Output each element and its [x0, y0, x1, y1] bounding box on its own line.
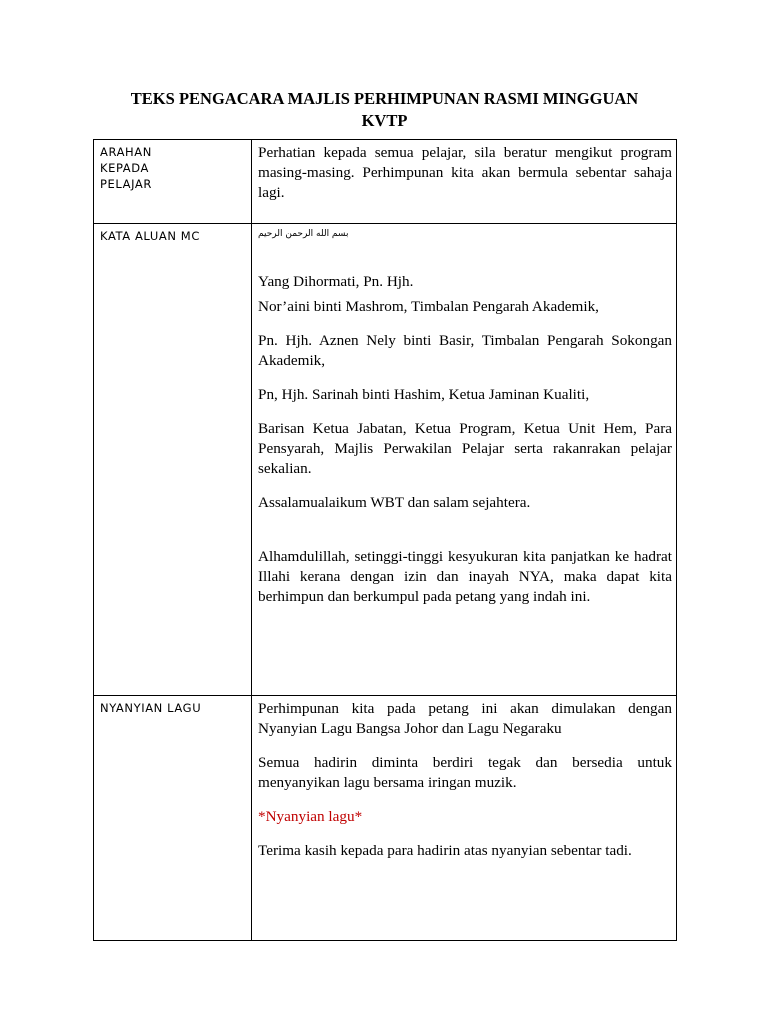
mc-script-table	[93, 139, 677, 941]
anthem-intro-paragraph: Perhimpunan kita pada petang ini akan dimulakan dengan Nyanyian Lagu Bangsa Johor dan Lagu Negaraku	[258, 700, 672, 737]
row-content-nyanyian-lagu	[252, 696, 677, 941]
row-label-text: NYANYIAN LAGU	[100, 701, 202, 715]
document-title-line-2: KVTP	[361, 111, 408, 130]
document-title-line-1: TEKS PENGACARA MAJLIS PERHIMPUNAN RASMI MINGGUAN	[130, 89, 639, 108]
greeting-paragraph-3: Pn. Hjh. Aznen Nely binti Basir, Timbalan Pengarah Sokongan Akademik,	[258, 332, 672, 369]
greeting-paragraph-5: Barisan Ketua Jabatan, Ketua Program, Ketua Unit Hem, Para Pensyarah, Majlis Perwakilan Pelajar serta rakanrakan pelajar sekalian.	[258, 420, 672, 477]
salutation-paragraph: Assalamualaikum WBT dan salam sejahtera.	[258, 494, 531, 511]
table-row-nyanyian-lagu	[94, 696, 677, 941]
table-row-kata-aluan	[94, 224, 677, 696]
row-content-kata-aluan	[252, 224, 677, 696]
row-label-text: ARAHAN KEPADA PELAJAR	[100, 145, 152, 191]
gratitude-paragraph: Alhamdulillah, setinggi-tinggi kesyukuran kita panjatkan ke hadrat Illahi kerana dengan izin dan inayah NYA, maka dapat kita berhimpun dan berkumpul pada petang yang indah ini.	[258, 548, 672, 605]
row-label-text: KATA ALUAN MC	[100, 229, 200, 243]
table-row-arahan	[94, 140, 677, 224]
row-content-arahan	[252, 140, 677, 224]
row-label-nyanyian-lagu	[94, 696, 252, 941]
row-label-arahan	[94, 140, 252, 224]
bismillah-text: بسم الله الرحمن الرحيم	[258, 229, 349, 239]
greeting-paragraph-4: Pn, Hjh. Sarinah binti Hashim, Ketua Jaminan Kualiti,	[258, 386, 590, 403]
row-label-kata-aluan	[94, 224, 252, 696]
greeting-paragraph-2: Nor’aini binti Mashrom, Timbalan Pengarah Akademik,	[258, 298, 599, 315]
instruction-paragraph: Perhatian kepada semua pelajar, sila beratur mengikut program masing-masing. Perhimpunan kita akan bermula sebentar sahaja lagi.	[258, 144, 672, 201]
singing-cue: *Nyanyian lagu*	[258, 808, 363, 825]
document-title	[93, 88, 676, 132]
stand-instruction-paragraph: Semua hadirin diminta berdiri tegak dan bersedia untuk menyanyikan lagu bersama iringan muzik.	[258, 754, 672, 791]
thanks-paragraph: Terima kasih kepada para hadirin atas nyanyian sebentar tadi.	[258, 842, 632, 859]
greeting-paragraph-1: Yang Dihormati, Pn. Hjh.	[258, 273, 414, 290]
